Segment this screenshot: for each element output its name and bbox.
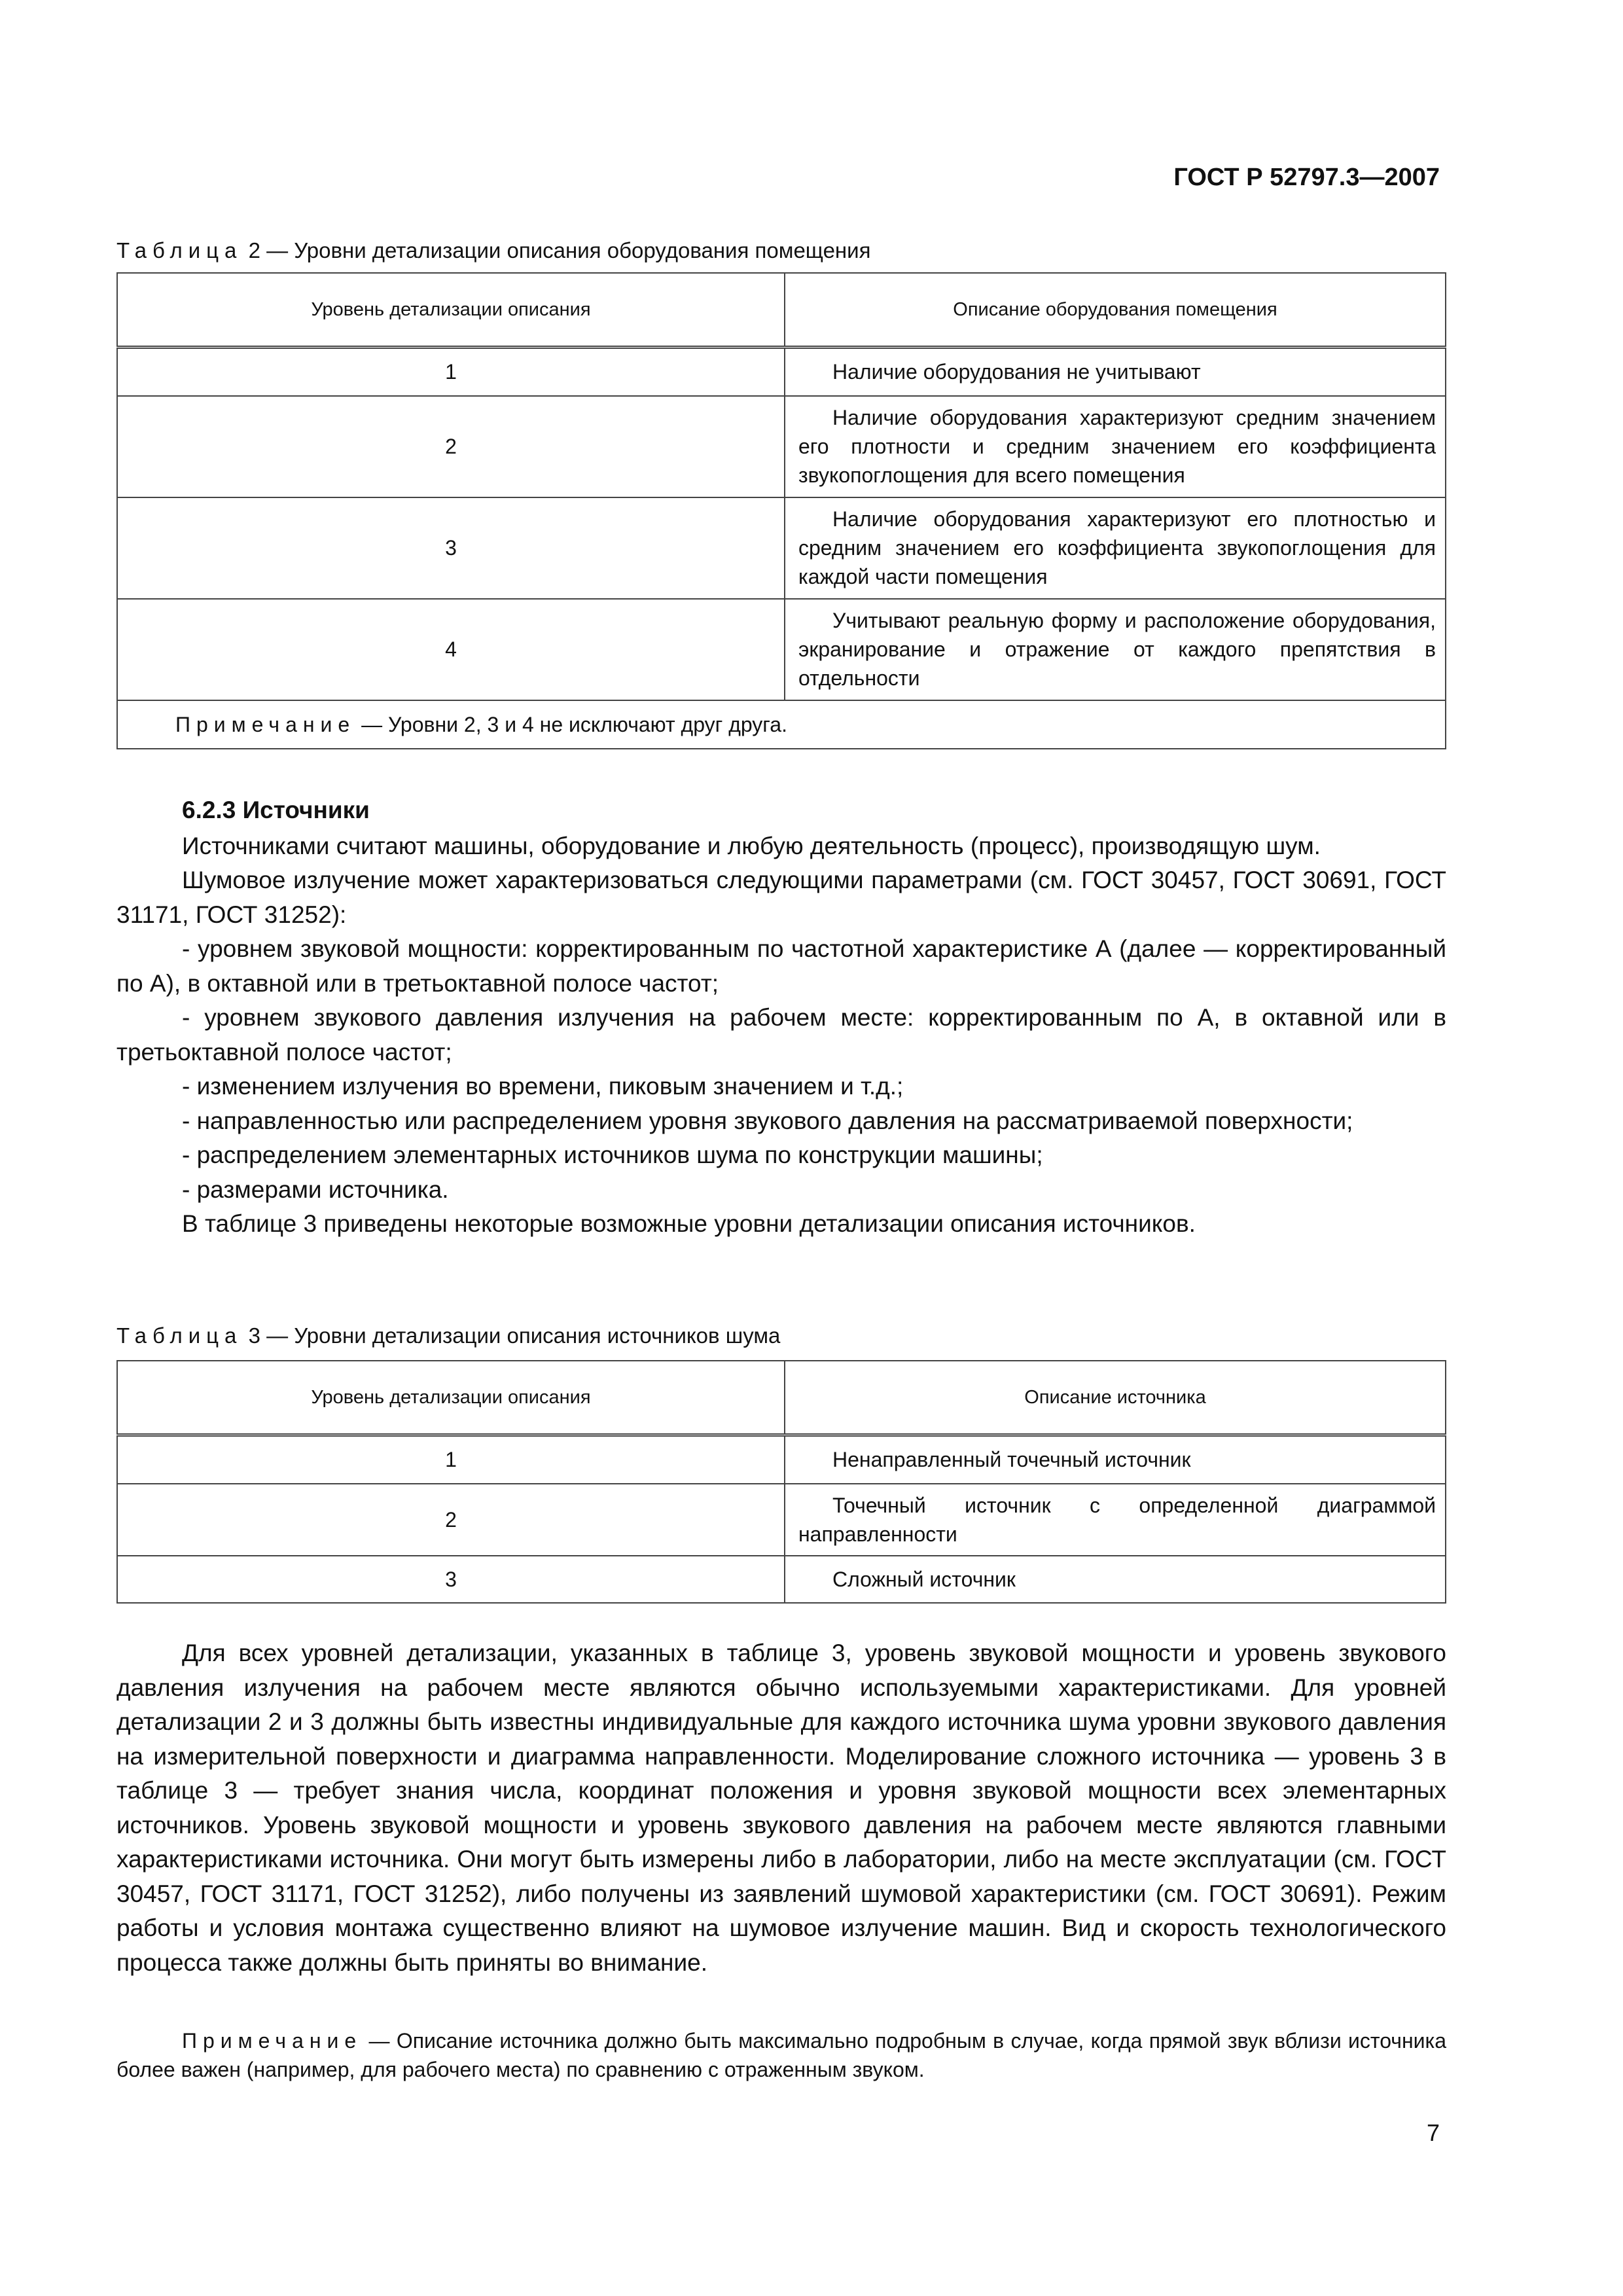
description-cell: Ненаправленный точечный источник	[785, 1435, 1446, 1484]
level-cell: 3	[117, 497, 785, 599]
paragraph: В таблице 3 приведены некоторые возможные уровни детализации описания источников.	[182, 1210, 1196, 1237]
level-cell: 2	[117, 1484, 785, 1556]
paragraph: Шумовое излучение может характеризоваться следующими параметрами (см. ГОСТ 30457, ГОСТ 30691, ГОСТ 31171, ГОСТ 31252):	[116, 867, 1446, 928]
list-item: - направленностью или распределением уровня звукового давления на рассматриваемой поверхности;	[182, 1107, 1353, 1134]
description-cell: Наличие оборудования не учитывают	[785, 348, 1446, 396]
bottom-note	[116, 2026, 1446, 2084]
table2-caption	[116, 238, 870, 263]
page-number: 7	[1426, 2119, 1440, 2146]
level-cell: 3	[117, 1556, 785, 1603]
table2-caption-text: 2 — Уровни детализации описания оборудования помещения	[248, 238, 871, 262]
table-row	[117, 348, 1446, 396]
table3-caption-text: 3 — Уровни детализации описания источников шума	[248, 1323, 781, 1348]
table-row	[117, 1435, 1446, 1484]
note-text: — Уровни 2, 3 и 4 не исключают друг друга.	[355, 712, 787, 736]
table3-caption	[116, 1323, 780, 1348]
table2-col1-header: Уровень детализации описания	[117, 273, 785, 348]
description-cell: Наличие оборудования характеризуют средним значением его плотности и средним значением его коэффициента звукопоглощения для всего помещения	[785, 396, 1446, 497]
table3-header-row	[117, 1361, 1446, 1435]
table2-col2-header: Описание оборудования помещения	[785, 273, 1446, 348]
level-cell: 2	[117, 396, 785, 497]
description-cell: Наличие оборудования характеризуют его плотностью и средним значением его коэффициента звукопоглощения для каждой части помещения	[785, 497, 1446, 599]
list-item: - изменением излучения во времени, пиковым значением и т.д.;	[182, 1073, 904, 1100]
table3-col2-header: Описание источника	[785, 1361, 1446, 1435]
paragraph: Источниками считают машины, оборудование и любую деятельность (процесс), производящую шум.	[182, 832, 1321, 859]
level-cell: 1	[117, 1435, 785, 1484]
paragraph: Для всех уровней детализации, указанных в таблице 3, уровень звуковой мощности и уровень звукового давления излучения на рабочем месте являются обычно используемыми характеристиками. Для уровней детализации 2 и 3 должны быть известны индивидуальные для каждого источника шума уровни звукового давления на измерительной поверхности и диаграмма направленности. Моделирование сложного источника — уровень 3 в таблице 3 — требует знания числа, координат положения и уровня звуковой мощности всех элементарных источников. Уровень звуковой мощности и уровень звукового давления на рабочем месте являются главными характеристиками источника. Они могут быть измерены либо в лаборатории, либо на месте эксплуатации (см. ГОСТ 30457, ГОСТ 31171, ГОСТ 31252), либо получены из заявлений шумовой характеристики (см. ГОСТ 30691). Режим работы и условия монтажа существенно влияют на шумовое излучение машин. Вид и скорость технологического процесса также должны быть приняты во внимание.	[116, 1640, 1446, 1976]
section-heading: 6.2.3 Источники	[182, 797, 370, 823]
level-cell: 1	[117, 348, 785, 396]
table-row	[117, 1484, 1446, 1556]
table-row	[117, 497, 1446, 599]
document-code: ГОСТ Р 52797.3—2007	[1173, 164, 1440, 191]
table3	[116, 1360, 1446, 1604]
table-row	[117, 1556, 1446, 1603]
table3-caption-label: Таблица	[116, 1323, 243, 1348]
table-row	[117, 599, 1446, 700]
table-row	[117, 396, 1446, 497]
list-item: - уровнем звуковой мощности: корректированным по частотной характеристике А (далее — корректированный по А), в октавной или в третьоктавной полосе частот;	[116, 935, 1446, 997]
table3-col1-header: Уровень детализации описания	[117, 1361, 785, 1435]
table2	[116, 272, 1446, 749]
description-cell: Точечный источник с определенной диаграммой направленности	[785, 1484, 1446, 1556]
description-cell: Учитывают реальную форму и расположение оборудования, экранирование и отражение от каждого препятствия в отдельности	[785, 599, 1446, 700]
table2-caption-label: Таблица	[116, 238, 243, 262]
table2-header-row	[117, 273, 1446, 348]
table2-note	[117, 700, 1446, 749]
list-item: - уровнем звукового давления излучения на рабочем месте: корректированным по А, в октавной или в третьоктавной полосе частот;	[116, 1004, 1446, 1066]
list-item: - распределением элементарных источников шума по конструкции машины;	[182, 1141, 1043, 1168]
table2-note-row	[117, 700, 1446, 749]
list-item: - размерами источника.	[182, 1175, 449, 1203]
section-6-2-3	[116, 793, 1446, 1242]
body-text	[116, 1636, 1446, 1980]
note-label: Примечание	[175, 712, 356, 736]
description-cell: Сложный источник	[785, 1556, 1446, 1603]
note-label: Примечание	[182, 2029, 363, 2053]
level-cell: 4	[117, 599, 785, 700]
note-text: — Описание источника должно быть максимально подробным в случае, когда прямой звук вблизи источника более важен (например, для рабочего места) по сравнению с отраженным звуком.	[116, 2029, 1446, 2081]
